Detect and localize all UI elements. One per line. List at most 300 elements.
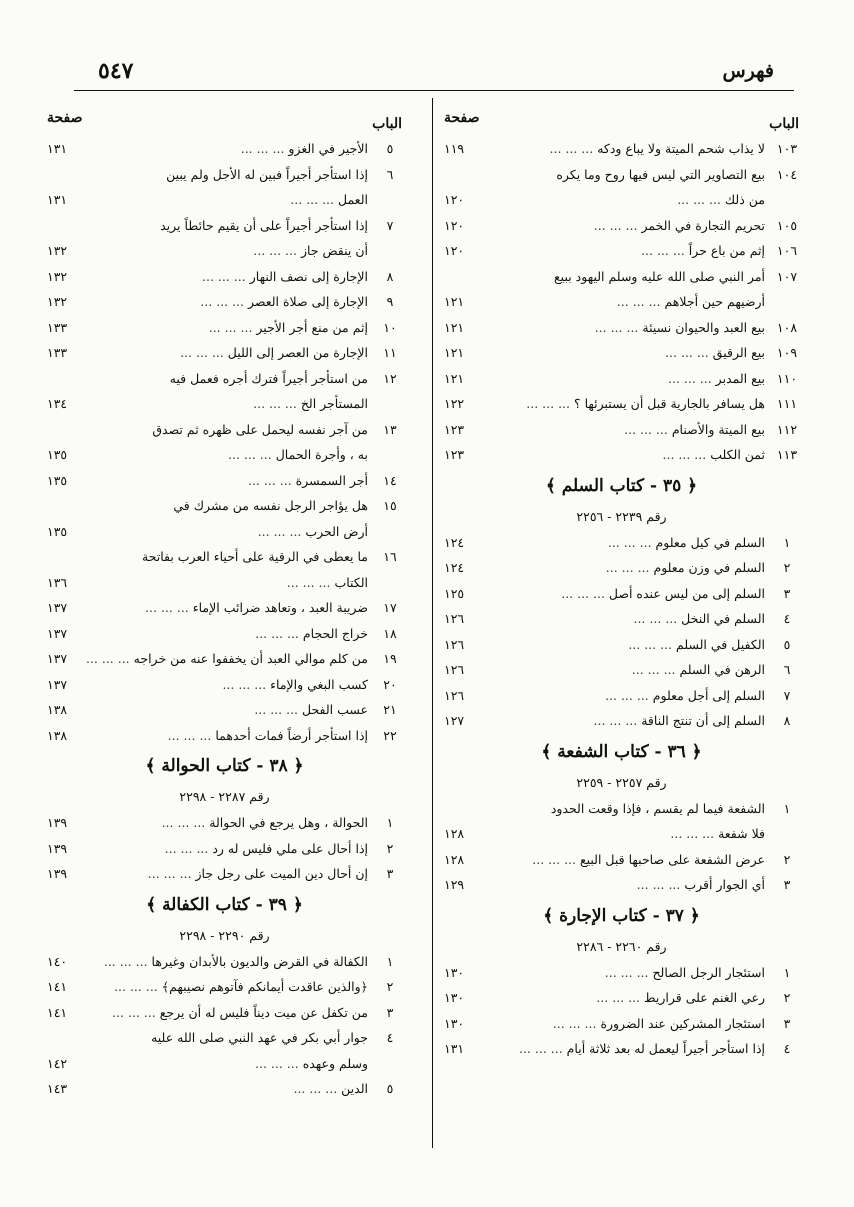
bab-number: ٢٢ [383, 727, 397, 743]
index-entry [444, 657, 799, 683]
entry-text: الإجارة إلى نصف النهار [249, 268, 368, 284]
index-entry [47, 315, 402, 341]
leader-dots: ... ... ... [200, 294, 248, 309]
page-ref: ١٣٩ [47, 815, 68, 830]
page-ref: ١٢٥ [444, 585, 465, 601]
entry-title [47, 836, 368, 862]
entry-text: بيع التصاوير التي ليس فيها روح وما يكره [556, 166, 765, 182]
entry-title [47, 570, 368, 596]
entry-text: السلم إلى أن تنتج الناقة [641, 713, 765, 728]
page-ref: ١٣٥ [47, 447, 68, 462]
bab-number: ٤ [386, 1030, 394, 1045]
bab-header: الباب [372, 116, 402, 132]
entry-text: ضريبة العبد ، وتعاهد ضرائب الإماء [192, 600, 368, 615]
entry-title [47, 468, 368, 494]
entry-text: به ، وأجرة الحمال [275, 447, 368, 462]
page-ref: ١١٩ [444, 141, 465, 156]
leader-dots: ... ... ... [607, 534, 656, 550]
page-ref: ١٣٣ [47, 345, 68, 360]
entry-text: لا يذاب شحم الميتة ولا يباع ودكه [597, 141, 765, 156]
leader-dots: ... ... ... [616, 294, 665, 309]
entry-text: أرض الحرب [305, 523, 368, 539]
page-ref: ١٢١ [444, 345, 465, 360]
chapter-heading: ﴿ ٣٩ - كتاب الكفالة ﴾ [146, 894, 303, 915]
page-ref: ١٣٠ [444, 1015, 465, 1031]
index-entry [47, 468, 402, 494]
entry-text: السلم في النخل [681, 611, 765, 626]
entry-title [47, 1076, 368, 1102]
bab-number: ٨ [386, 268, 394, 284]
leader-dots: ... ... ... [255, 1055, 303, 1071]
entry-text: إثم من منع أجر الأجير [256, 319, 368, 335]
bab-number: ١٠٩ [776, 345, 798, 360]
index-entry [47, 723, 402, 749]
leader-dots: ... ... ... [255, 625, 303, 641]
leader-dots: ... ... ... [167, 727, 216, 743]
index-entry [47, 417, 402, 443]
entry-text: إن أحال دين الميت على رجل جاز [195, 866, 368, 881]
entry-title [444, 187, 765, 213]
index-entry [444, 289, 799, 315]
index-entry [47, 646, 402, 672]
index-entry [444, 872, 799, 898]
column-divider [432, 98, 433, 1148]
index-entry [444, 315, 799, 341]
entry-title [47, 340, 368, 366]
bab-number: ٣ [783, 1015, 791, 1031]
entry-title [47, 417, 368, 443]
entry-title [47, 264, 368, 290]
index-entry [47, 621, 402, 647]
entry-title [444, 366, 765, 392]
index-entry [47, 162, 402, 188]
page-ref: ١٢٦ [444, 611, 465, 626]
entry-title [444, 530, 765, 556]
index-entry [444, 555, 799, 581]
leader-dots: ... ... ... [114, 979, 162, 994]
leader-dots: ... ... ... [208, 319, 257, 335]
chapter-heading: ﴿ ٣٥ - كتاب السلم ﴾ [545, 475, 698, 496]
entry-title [444, 632, 765, 658]
index-entry [47, 238, 402, 264]
index-entry [47, 264, 402, 290]
index-entry [444, 530, 799, 556]
entry-title [47, 1051, 368, 1077]
page-ref: ١٣٨ [47, 702, 68, 717]
page-ref: ١٣٩ [47, 840, 68, 856]
bab-number: ١١١ [776, 396, 798, 411]
leader-dots: ... ... ... [670, 826, 719, 841]
index-entry [47, 366, 402, 392]
entry-text: جوار أبي بكر في عهد النبي صلى الله عليه [151, 1030, 368, 1045]
index-entry [47, 1051, 402, 1077]
leader-dots: ... ... ... [286, 574, 335, 590]
index-entry [47, 1025, 402, 1051]
page-ref: ١٣٥ [47, 472, 68, 488]
entry-text: أن ينقض جاز [300, 243, 368, 258]
bab-number: ١ [386, 815, 394, 830]
index-entry [444, 632, 799, 658]
entry-text: من آجر نفسه ليحمل على ظهره ثم تصدق [152, 421, 368, 437]
chapter-heading: ﴿ ٣٨ - كتاب الحوالة ﴾ [145, 756, 304, 776]
entry-text: إثم من باع حراً [688, 243, 765, 258]
leader-dots: ... ... ... [290, 192, 338, 207]
index-entry [444, 238, 799, 264]
index-entry [444, 340, 799, 366]
leader-dots: ... ... ... [605, 560, 654, 575]
bab-number: ١٠٦ [776, 243, 798, 258]
entry-text: الإجارة من العصر إلى الليل [227, 345, 368, 360]
bab-number: ٢ [386, 979, 394, 994]
page-ref: ١٣٠ [444, 964, 465, 980]
entry-text: السلم في وزن معلوم [653, 560, 765, 575]
entry-text: استئجار المشركين عند الضرورة [600, 1015, 765, 1031]
entry-title [47, 595, 368, 621]
entry-text: العمل [337, 192, 368, 207]
index-entry [444, 1036, 799, 1062]
entry-title [47, 810, 368, 836]
bab-number: ٢٠ [383, 676, 397, 692]
running-title: فهرس [722, 60, 774, 82]
leader-dots: ... ... ... [604, 964, 653, 980]
page-ref: ١٤٢ [47, 1055, 68, 1071]
leader-dots: ... ... ... [594, 319, 643, 335]
page-ref: ١٣٩ [47, 866, 68, 881]
leader-dots: ... ... ... [164, 840, 213, 856]
index-entry [47, 974, 402, 1000]
safha-header: صفحة [444, 110, 480, 126]
entry-text: هل يسافر بالجارية قبل أن يستبرئها ؟ [573, 396, 765, 411]
page-ref: ١٢٩ [444, 877, 465, 892]
bab-number: ١ [783, 964, 791, 980]
page-number: ٥٤٧ [98, 58, 134, 84]
leader-dots: ... ... ... [593, 217, 642, 233]
entry-text: من ذلك [724, 192, 765, 207]
page-ref: ١٢٠ [444, 243, 465, 258]
page-ref: ١٢١ [444, 370, 465, 386]
entry-text: أجر السمسرة [295, 472, 368, 488]
entry-text: الكتاب [334, 574, 368, 590]
bab-number: ١٥ [383, 498, 397, 513]
leader-dots: ... ... ... [549, 141, 598, 156]
entry-text: عرض الشفعة على صاحبها قبل البيع [579, 851, 765, 867]
bab-number: ١٧ [383, 600, 397, 615]
entry-title [47, 544, 368, 570]
entry-text: هل يؤاجر الرجل نفسه من مشرك في [173, 498, 368, 513]
index-entry [47, 340, 402, 366]
bab-header: الباب [769, 116, 799, 132]
entry-text: بيع العبد والحيوان نسيئة [642, 319, 765, 335]
entry-title [444, 683, 765, 709]
entry-text: بيع الميتة والأصنام [671, 421, 765, 437]
entry-text: من استأجر أجيراً فترك أجره فعمل فيه [169, 370, 368, 386]
entry-text: عسب الفحل [302, 702, 368, 717]
chapter-heading: ﴿ ٣٦ - كتاب الشفعة ﴾ [541, 741, 702, 762]
leader-dots: ... ... ... [633, 611, 682, 626]
page-ref: ١٢١ [444, 294, 465, 309]
entry-text: كسب البغي والإماء [270, 676, 368, 692]
entry-text: بيع الرقيق [712, 345, 765, 360]
bab-number: ١٠٣ [776, 141, 798, 156]
entry-text: أمر النبي صلى الله عليه وسلم اليهود ببيع [554, 268, 765, 284]
page-ref: ١٣١ [444, 1041, 465, 1056]
index-entry [444, 581, 799, 607]
leader-dots: ... ... ... [596, 990, 645, 1005]
bab-number: ١٠٧ [776, 268, 798, 284]
left-column [47, 110, 402, 1102]
leader-dots: ... ... ... [624, 421, 672, 437]
entry-title [444, 555, 765, 581]
index-entry [444, 187, 799, 213]
entry-text: الكفيل في السلم [676, 636, 765, 652]
page-ref: ١٣٧ [47, 651, 68, 666]
leader-dots: ... ... ... [526, 396, 574, 411]
entry-title [444, 872, 765, 898]
page-ref: ١٣٨ [47, 727, 68, 743]
page-ref: ١٣٧ [47, 600, 68, 615]
page-ref: ١٣٣ [47, 319, 68, 335]
bab-number: ٣ [386, 1004, 394, 1020]
leader-dots: ... ... ... [631, 662, 680, 677]
index-entry [47, 836, 402, 862]
hadith-range: رقم ٢٢٨٧ - ٢٢٩٨ [179, 789, 270, 804]
index-entry [47, 187, 402, 213]
page-ref: ١٢١ [444, 319, 465, 335]
leader-dots: ... ... ... [161, 815, 210, 830]
entry-title [444, 289, 765, 315]
page-ref: ١٢٣ [444, 421, 465, 437]
bab-number: ١١٣ [776, 447, 798, 462]
bab-number: ٢ [783, 560, 791, 575]
index-entry [47, 213, 402, 239]
page-ref: ١٤٣ [47, 1081, 68, 1096]
index-entry [444, 847, 799, 873]
page-ref: ١٣٦ [47, 574, 68, 590]
entry-title [444, 581, 765, 607]
entry-title [47, 861, 368, 887]
index-entry [444, 606, 799, 632]
page-ref: ١٢٦ [444, 687, 465, 703]
entry-title [47, 723, 368, 749]
page-ref: ١٢٠ [444, 192, 465, 207]
bab-number: ٩ [386, 294, 394, 309]
leader-dots: ... ... ... [228, 447, 276, 462]
index-entry [444, 442, 799, 468]
entry-text: الكفالة في القرض والديون بالأبدان وغيرها [151, 953, 368, 969]
entry-text: ثمن الكلب [710, 447, 765, 462]
entry-title [444, 442, 765, 468]
page-ref: ١٢٦ [444, 636, 465, 652]
entry-title [47, 646, 368, 672]
entry-title [47, 697, 368, 723]
entry-text: الشفعة فيما لم يقسم ، فإذا وقعت الحدود [550, 800, 765, 816]
page-ref: ١٢٤ [444, 560, 465, 575]
entry-title [47, 672, 368, 698]
leader-dots: ... ... ... [240, 141, 289, 156]
leader-dots: ... ... ... [677, 192, 725, 207]
entry-text: أي الجوار أقرب [684, 877, 765, 892]
entry-title [47, 519, 368, 545]
leader-dots: ... ... ... [222, 676, 271, 692]
leader-dots: ... ... ... [532, 851, 580, 867]
column-header [444, 110, 799, 136]
entry-text: الحوالة ، وهل يرجع في الحوالة [209, 815, 368, 830]
entry-title [444, 136, 765, 162]
leader-dots: ... ... ... [662, 447, 711, 462]
page-ref: ١٤٠ [47, 953, 68, 969]
entry-title [47, 493, 368, 519]
entry-title [444, 606, 765, 632]
entry-text: استئجار الرجل الصالح [652, 964, 765, 980]
entry-title [444, 960, 765, 986]
left-column-entries [47, 136, 402, 1102]
leader-dots: ... ... ... [641, 243, 689, 258]
entry-text: الرهن في السلم [679, 662, 765, 677]
bab-number: ١١٠ [776, 370, 798, 386]
leader-dots: ... ... ... [253, 396, 301, 411]
index-entry [444, 960, 799, 986]
index-entry [47, 391, 402, 417]
entry-title [444, 417, 765, 443]
bab-number: ١١٢ [776, 421, 798, 437]
bab-number: ٤ [783, 1041, 791, 1056]
bab-number: ١٩ [383, 651, 397, 666]
bab-number: ١ [783, 800, 791, 816]
entry-title [47, 621, 368, 647]
index-entry [444, 162, 799, 188]
bab-number: ٥ [386, 1081, 394, 1096]
bab-number: ١٠٥ [776, 217, 798, 233]
bab-number: ١٣ [383, 421, 397, 437]
entry-title [444, 315, 765, 341]
bab-number: ٢ [783, 990, 791, 1005]
hadith-range: رقم ٢٢٦٠ - ٢٢٨٦ [576, 938, 667, 954]
entry-text: إذا استأجر أجيراً على أن يقيم حائطاً يريد [160, 217, 368, 233]
leader-dots: ... ... ... [145, 600, 193, 615]
leader-dots: ... ... ... [636, 877, 685, 892]
bab-number: ٧ [386, 217, 394, 233]
index-entry [47, 595, 402, 621]
index-entry [444, 708, 799, 734]
entry-text: بيع المدبر [715, 370, 765, 386]
page-ref: ١٤١ [47, 1004, 68, 1020]
bab-number: ١٤ [383, 472, 397, 488]
entry-text: رعي الغنم على قراريط [644, 990, 765, 1005]
entry-title [444, 1011, 765, 1037]
leader-dots: ... ... ... [247, 472, 296, 488]
bab-number: ٥ [783, 636, 791, 652]
bab-number: ١٠٨ [776, 319, 798, 335]
leader-dots: ... ... ... [561, 585, 609, 601]
page-ref: ١٣١ [47, 192, 68, 207]
entry-title [47, 136, 368, 162]
hadith-range: رقم ٢٢٥٧ - ٢٢٥٩ [576, 774, 667, 790]
page-ref: ١٢٦ [444, 662, 465, 677]
entry-text: السلم في كيل معلوم [655, 534, 765, 550]
leader-dots: ... ... ... [112, 1004, 160, 1020]
bab-number: ٢ [386, 840, 394, 856]
entry-title [47, 213, 368, 239]
entry-title [47, 289, 368, 315]
bab-number: ١ [783, 534, 791, 550]
bab-number: ٦ [783, 662, 791, 677]
entry-title [444, 708, 765, 734]
bab-number: ٢١ [383, 702, 397, 717]
page-ref: ١٢٨ [444, 851, 465, 867]
bab-number: ٤ [783, 611, 791, 626]
entry-title [444, 821, 765, 847]
entry-title [444, 238, 765, 264]
entry-text: من تكفل عن ميت ديناً فليس له أن يرجع [159, 1004, 368, 1020]
page-ref: ١٢٨ [444, 826, 465, 841]
entry-text: إذا استأجر أرضاً فمات أحدهما [215, 727, 368, 743]
index-entry [47, 949, 402, 975]
index-entry [444, 417, 799, 443]
leader-dots: ... ... ... [147, 866, 196, 881]
entry-title [47, 315, 368, 341]
page-ref: ١٢٠ [444, 217, 465, 233]
bab-number: ١٨ [383, 625, 397, 641]
index-entry [47, 570, 402, 596]
index-entry [444, 264, 799, 290]
entry-title [47, 974, 368, 1000]
entry-title [444, 391, 765, 417]
entry-title [47, 366, 368, 392]
page-ref: ١٣٢ [47, 294, 68, 309]
index-entry [47, 1076, 402, 1102]
bab-number: ٦ [386, 166, 394, 182]
entry-title [47, 949, 368, 975]
leader-dots: ... ... ... [552, 1015, 601, 1031]
leader-dots: ... ... ... [254, 702, 302, 717]
page-ref: ١٣٤ [47, 396, 68, 411]
index-entry [444, 683, 799, 709]
index-entry [47, 1000, 402, 1026]
entry-title [444, 213, 765, 239]
page-ref: ١٣٠ [444, 990, 465, 1005]
bab-number: ١٢ [383, 370, 397, 386]
page-header [74, 48, 780, 92]
leader-dots: ... ... ... [202, 268, 250, 284]
leader-dots: ... ... ... [180, 345, 228, 360]
index-entry [444, 391, 799, 417]
page-ref: ١٢٢ [444, 396, 465, 411]
index-entry [444, 821, 799, 847]
entry-text: الدين [341, 1081, 368, 1096]
bab-number: ١٦ [383, 549, 397, 564]
page-ref: ١٣٢ [47, 243, 68, 258]
entry-text: الأجير في الغزو [288, 141, 368, 156]
bab-number: ٨ [783, 713, 791, 728]
leader-dots: ... ... ... [628, 636, 677, 652]
entry-text: ﴿والذين عاقدت أيمانكم فآتوهم نصيبهم﴾ [161, 979, 368, 994]
page-ref: ١٣٧ [47, 676, 68, 692]
entry-title [47, 1025, 368, 1051]
entry-text: المستأجر الخ [300, 396, 368, 411]
entry-title [444, 796, 765, 822]
bab-number: ١٠ [383, 319, 397, 335]
entry-title [47, 187, 368, 213]
leader-dots: ... ... ... [667, 370, 716, 386]
header-rule [74, 90, 794, 91]
entry-text: وسلم وعهده [302, 1055, 368, 1071]
bab-number: ١١ [383, 345, 397, 360]
index-entry [444, 136, 799, 162]
leader-dots: ... ... ... [605, 687, 653, 703]
page-ref: ١٣٧ [47, 625, 68, 641]
bab-number: ٢ [783, 851, 791, 867]
entry-text: السلم إلى من ليس عنده أصل [608, 585, 765, 601]
